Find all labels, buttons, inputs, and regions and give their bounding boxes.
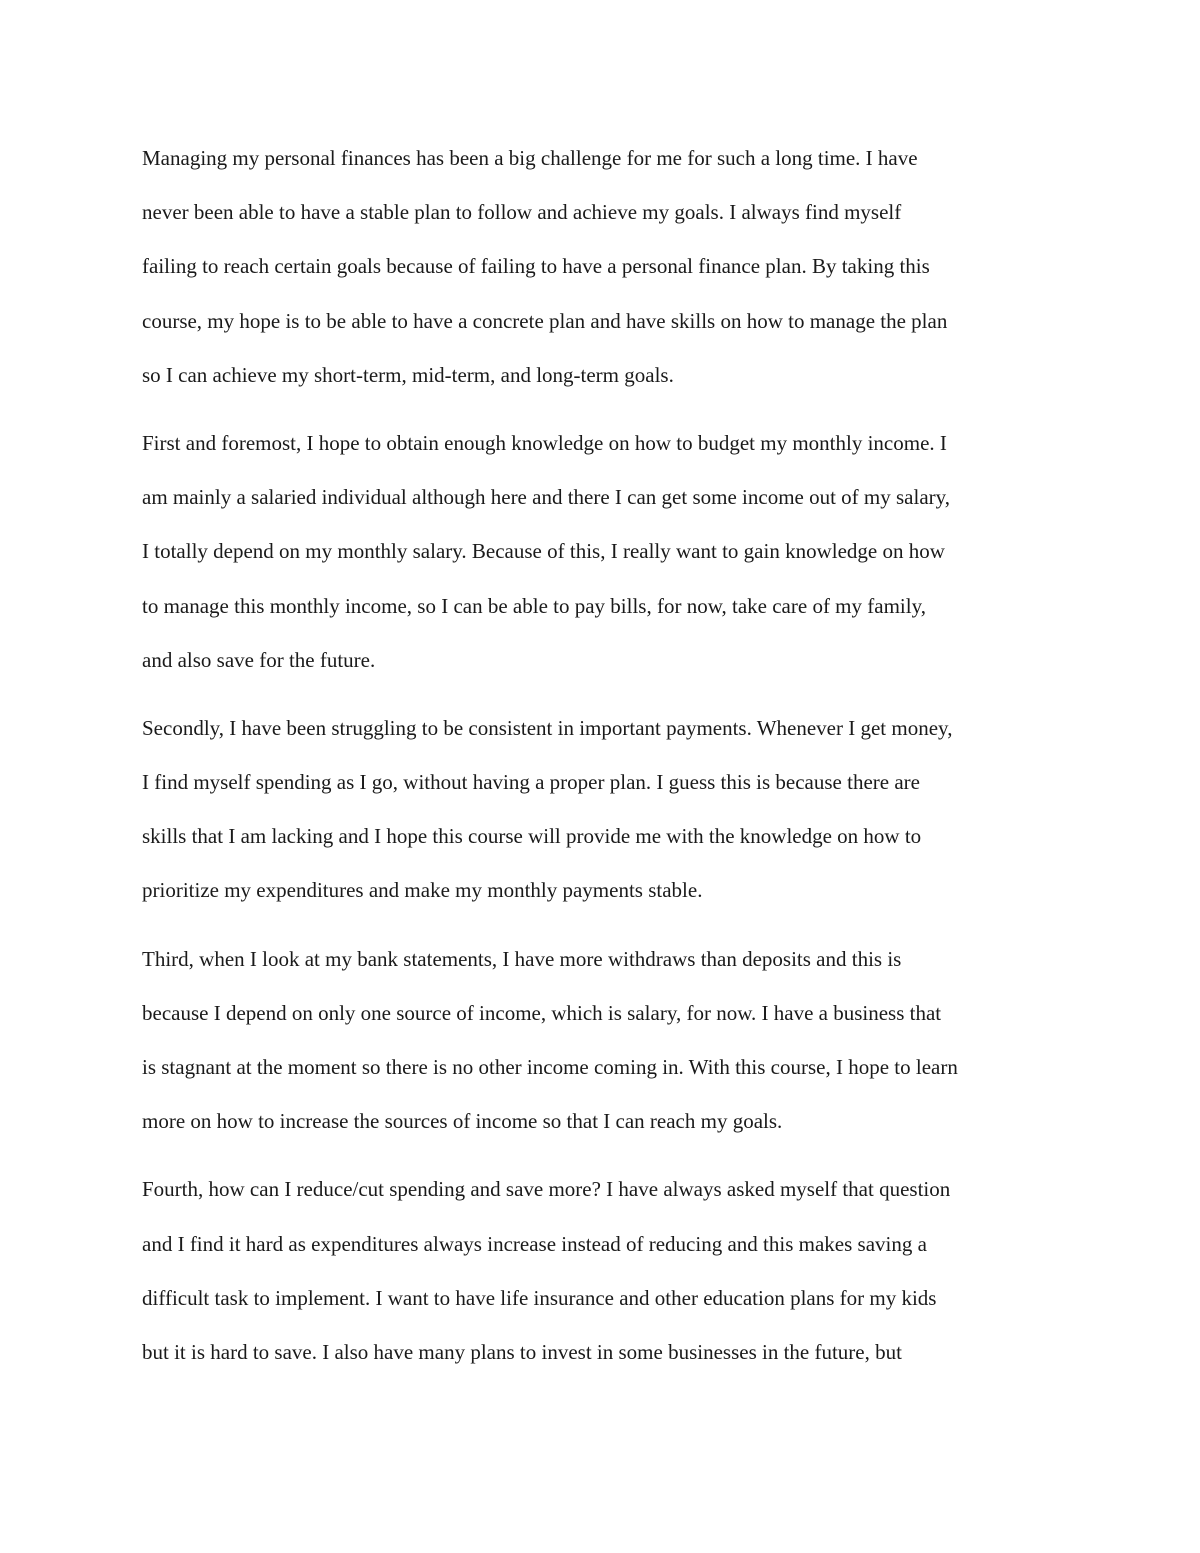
paragraph-line: failing to reach certain goals because of failing to have a personal finance plan. By taking this bbox=[142, 254, 930, 279]
paragraph-line: am mainly a salaried individual although here and there I can get some income out of my salary, bbox=[142, 485, 951, 510]
paragraph-line: Secondly, I have been struggling to be consistent in important payments. Whenever I get money, bbox=[142, 715, 953, 740]
paragraph-line: course, my hope is to be able to have a concrete plan and have skills on how to manage the plan bbox=[142, 308, 948, 333]
paragraph-4 bbox=[142, 932, 1062, 1149]
paragraph-3 bbox=[142, 701, 1062, 918]
paragraph-line: because I depend on only one source of income, which is salary, for now. I have a business that bbox=[142, 1000, 942, 1025]
paragraph-line: prioritize my expenditures and make my monthly payments stable. bbox=[142, 878, 703, 903]
paragraph-line: I find myself spending as I go, without having a proper plan. I guess this is because there are bbox=[142, 770, 920, 795]
paragraph-line: more on how to increase the sources of income so that I can reach my goals. bbox=[142, 1109, 783, 1134]
paragraph-line: and I find it hard as expenditures always increase instead of reducing and this makes saving a bbox=[142, 1231, 927, 1256]
paragraph-line: so I can achieve my short-term, mid-term, and long-term goals. bbox=[142, 362, 674, 387]
paragraph-2 bbox=[142, 416, 1062, 687]
paragraph-line: is stagnant at the moment so there is no other income coming in. With this course, I hope to learn bbox=[142, 1055, 958, 1079]
paragraph-line: Managing my personal finances has been a big challenge for me for such a long time. I have bbox=[142, 146, 918, 170]
paragraph-line: Third, when I look at my bank statements, I have more withdraws than deposits and this is bbox=[142, 946, 902, 971]
paragraph-5 bbox=[142, 1162, 1062, 1379]
paragraph-line: to manage this monthly income, so I can be able to pay bills, for now, take care of my family, bbox=[142, 593, 926, 618]
paragraph-line: difficult task to implement. I want to have life insurance and other education plans for my kids bbox=[142, 1285, 937, 1310]
paragraph-line: never been able to have a stable plan to follow and achieve my goals. I always find myself bbox=[142, 200, 902, 225]
paragraph-line: skills that I am lacking and I hope this course will provide me with the knowledge on how to bbox=[142, 824, 922, 849]
paragraph-line: but it is hard to save. I also have many plans to invest in some businesses in the future, but bbox=[142, 1339, 902, 1364]
document-body bbox=[142, 131, 1062, 1379]
paragraph-line: First and foremost, I hope to obtain enough knowledge on how to budget my monthly income. I bbox=[142, 430, 947, 455]
paragraph-1 bbox=[142, 131, 1062, 402]
paragraph-line: Fourth, how can I reduce/cut spending and save more? I have always asked myself that question bbox=[142, 1177, 951, 1202]
paragraph-line: I totally depend on my monthly salary. Because of this, I really want to gain knowledge on how bbox=[142, 539, 945, 564]
paragraph-line: and also save for the future. bbox=[142, 647, 376, 672]
